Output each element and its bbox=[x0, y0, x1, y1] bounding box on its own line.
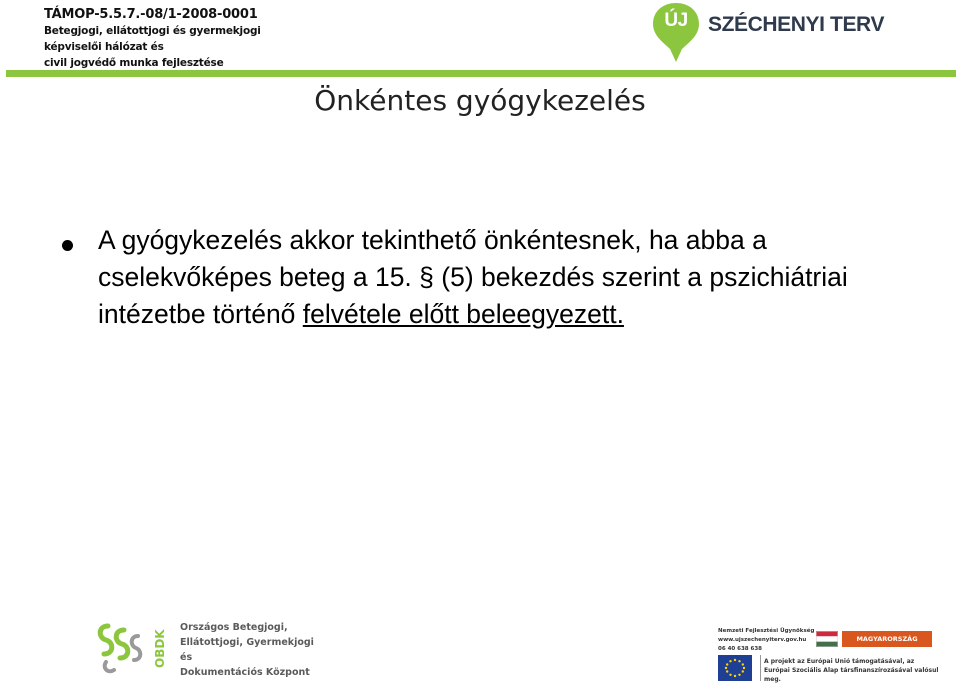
project-code: TÁMOP-5.5.7.-08/1-2008-0001 bbox=[44, 7, 258, 22]
bullet-text-underlined: felvétele előtt beleegyezett. bbox=[302, 299, 624, 329]
szechenyi-terv-logo bbox=[650, 2, 890, 64]
agency-info bbox=[718, 627, 814, 654]
eu-funding-banner bbox=[706, 617, 942, 689]
eu-funding-text: A projekt az Európai Unió támogatásával, az Európai Szociális Alap társfinanszírozásával valósul meg. bbox=[764, 658, 939, 683]
project-line-2: képviselői hálózat és bbox=[44, 41, 164, 53]
logo-wordmark: SZÉCHENYI TERV bbox=[708, 13, 885, 36]
bullet-text bbox=[98, 222, 882, 333]
project-line-3: civil jogvédő munka fejlesztése bbox=[44, 57, 224, 69]
agency-name: Nemzeti Fejlesztési Ügynökség bbox=[718, 628, 815, 634]
bullet-text-plain: A gyógykezelés akkor tekinthető önkéntesnek, ha abba a cselekvőképes beteg a 15. § (5) bekezdés szerint a pszichiátriai intézetbe történő bbox=[98, 225, 848, 329]
project-header bbox=[44, 6, 261, 71]
obdk-line-3: Dokumentációs Központ bbox=[180, 667, 310, 678]
bullet-item bbox=[62, 222, 882, 333]
renewal-badge: MAGYARORSZÁG MEGÚJUL bbox=[842, 631, 932, 647]
logo-pin-text: ÚJ bbox=[664, 10, 688, 31]
obdk-line-1: Országos Betegjogi, bbox=[180, 622, 288, 633]
obdk-acronym: OBDK bbox=[153, 629, 167, 668]
obdk-vertical-label bbox=[152, 624, 176, 672]
bullet-dot-icon bbox=[62, 240, 73, 251]
slide-title: Önkéntes gyógykezelés bbox=[314, 84, 646, 117]
accent-divider bbox=[6, 70, 956, 77]
eu-flag-icon bbox=[718, 655, 752, 681]
banner-divider bbox=[760, 655, 761, 681]
project-line-1: Betegjogi, ellátottjogi és gyermekjogi bbox=[44, 25, 261, 37]
paragraph-sign-icon bbox=[94, 618, 154, 680]
obdk-name bbox=[180, 620, 314, 680]
agency-phone: 06 40 638 638 bbox=[718, 646, 763, 652]
obdk-logo bbox=[94, 616, 314, 691]
obdk-line-2: Ellátottjogi, Gyermekjogi és bbox=[180, 637, 314, 663]
agency-url: www.ujszechenyiterv.gov.hu bbox=[718, 637, 807, 643]
hungarian-flag-icon bbox=[816, 631, 838, 647]
